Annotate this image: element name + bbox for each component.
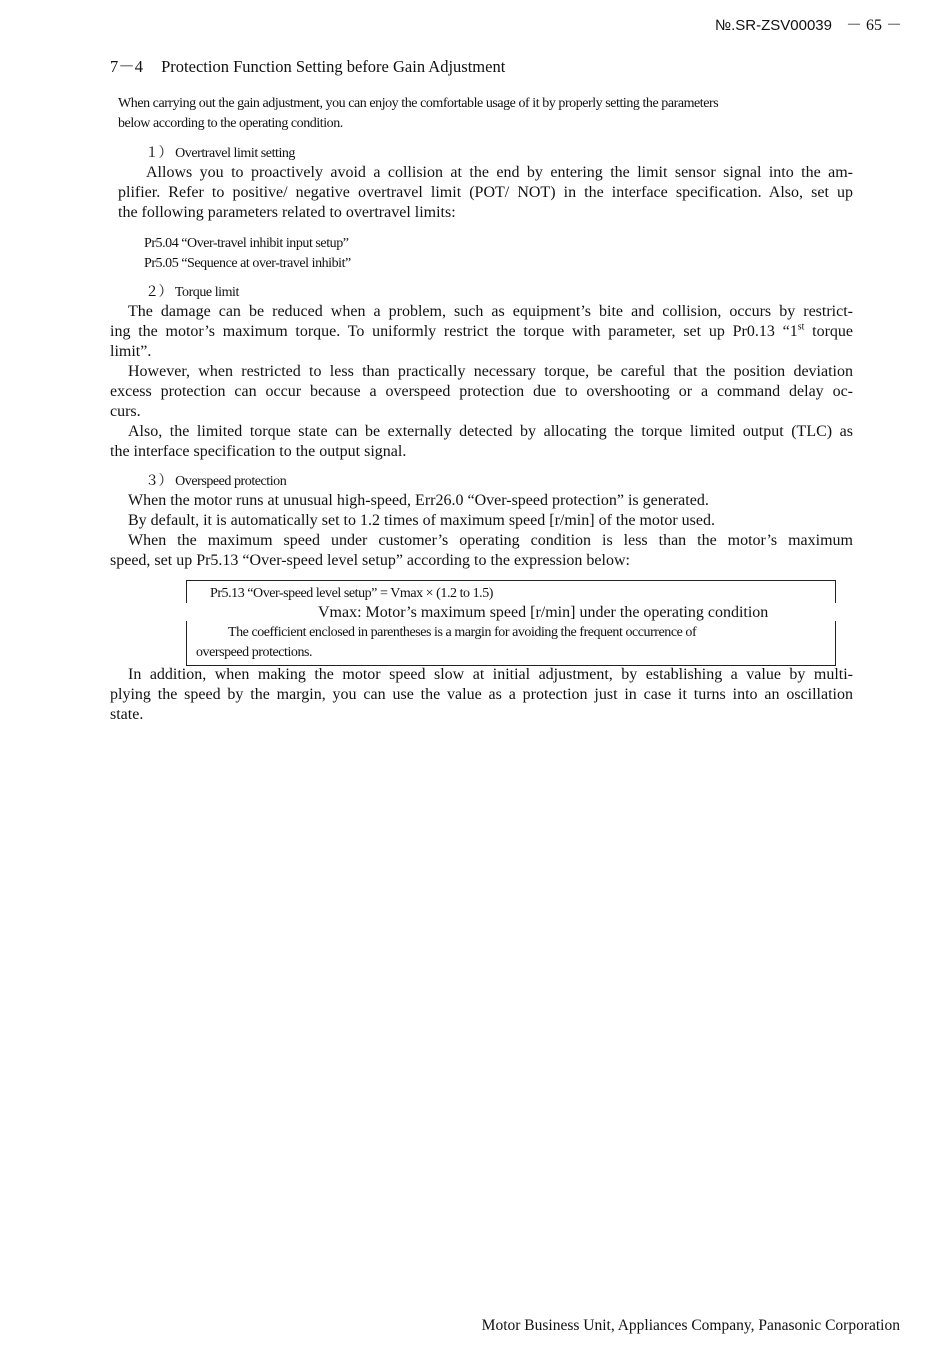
param-pr5-04: Pr5.04 “Over-travel inhibit input setup”: [144, 236, 349, 251]
overspeed-heading: ３） Overspeed protection: [145, 474, 287, 489]
torque-line: curs.: [110, 403, 141, 420]
torque-line: excess protection can occur because a overspeed protection due to overshooting or a command delay oc-: [110, 383, 853, 400]
torque-line: However, when restricted to less than practically necessary torque, be careful that the position deviation: [128, 363, 853, 380]
torque-line-part: torque: [804, 323, 854, 340]
intro-line: below according to the operating condition.: [118, 116, 343, 131]
after-line: state.: [110, 706, 144, 723]
page-header: [715, 12, 902, 35]
torque-line: [110, 322, 853, 342]
section-title-text: Protection Function Setting before Gain Adjustment: [161, 57, 506, 76]
margin-note-1: The coefficient enclosed in parentheses is a margin for avoiding the frequent occurrence of: [228, 625, 697, 640]
torque-paragraph: [110, 302, 853, 462]
overspeed-line: speed, set up Pr5.13 “Over-speed level setup” according to the expression below:: [110, 552, 630, 569]
after-line: In addition, when making the motor speed slow at initial adjustment, by establishing a value by multi-: [128, 666, 853, 683]
overspeed-line: When the motor runs at unusual high-speed, Err26.0 “Over-speed protection” is generated.: [128, 492, 709, 509]
overtravel-line: Allows you to proactively avoid a collision at the end by entering the limit sensor signal into the am-: [146, 164, 853, 181]
formula-text: Pr5.13 “Over-speed level setup” = Vmax × (1.2 to 1.5): [210, 586, 493, 601]
intro-line: When carrying out the gain adjustment, you can enjoy the comfortable usage of it by properly setting the parameters: [118, 96, 719, 111]
section-number: 7－4: [110, 57, 143, 76]
section-title: [110, 53, 505, 77]
intro-paragraph: [118, 94, 838, 134]
overtravel-params: [144, 234, 644, 274]
overspeed-line: By default, it is automatically set to 1.2 times of maximum speed [r/min] of the motor used.: [128, 512, 715, 529]
torque-line: the interface specification to the output signal.: [110, 443, 407, 460]
page-footer: Motor Business Unit, Appliances Company, Panasonic Corporation: [481, 1317, 900, 1334]
torque-line-part: ing the motor’s maximum torque. To uniformly restrict the torque with parameter, set up Pr0.13 “1: [110, 323, 798, 340]
overtravel-paragraph: [118, 163, 853, 223]
vmax-definition: Vmax: Motor’s maximum speed [r/min] under the operating condition: [318, 604, 769, 621]
torque-line: Also, the limited torque state can be externally detected by allocating the torque limited output (TLC) as: [128, 423, 853, 440]
overtravel-line: plifier. Refer to positive/ negative overtravel limit (POT/ NOT) in the interface specification. Also, set up: [118, 184, 853, 201]
overtravel-heading: １） Overtravel limit setting: [145, 146, 295, 161]
document-number: №.SR-ZSV00039: [715, 17, 832, 34]
overspeed-after-paragraph: [110, 665, 853, 725]
overspeed-line: When the maximum speed under customer’s operating condition is less than the motor’s maximum: [128, 532, 853, 549]
torque-line: The damage can be reduced when a problem, such as equipment’s bite and collision, occurs by restrict-: [128, 303, 853, 320]
torque-heading: ２） Torque limit: [145, 285, 239, 300]
overspeed-paragraph: [110, 491, 853, 571]
overtravel-line: the following parameters related to overtravel limits:: [118, 204, 456, 221]
page-number: － 65 －: [845, 17, 902, 34]
margin-note-2: overspeed protections.: [196, 645, 313, 660]
superscript-st: st: [797, 321, 805, 333]
param-pr5-05: Pr5.05 “Sequence at over-travel inhibit”: [144, 256, 351, 271]
torque-line: limit”.: [110, 343, 152, 360]
after-line: plying the speed by the margin, you can use the value as a protection just in case it turns into an oscillation: [110, 686, 853, 703]
